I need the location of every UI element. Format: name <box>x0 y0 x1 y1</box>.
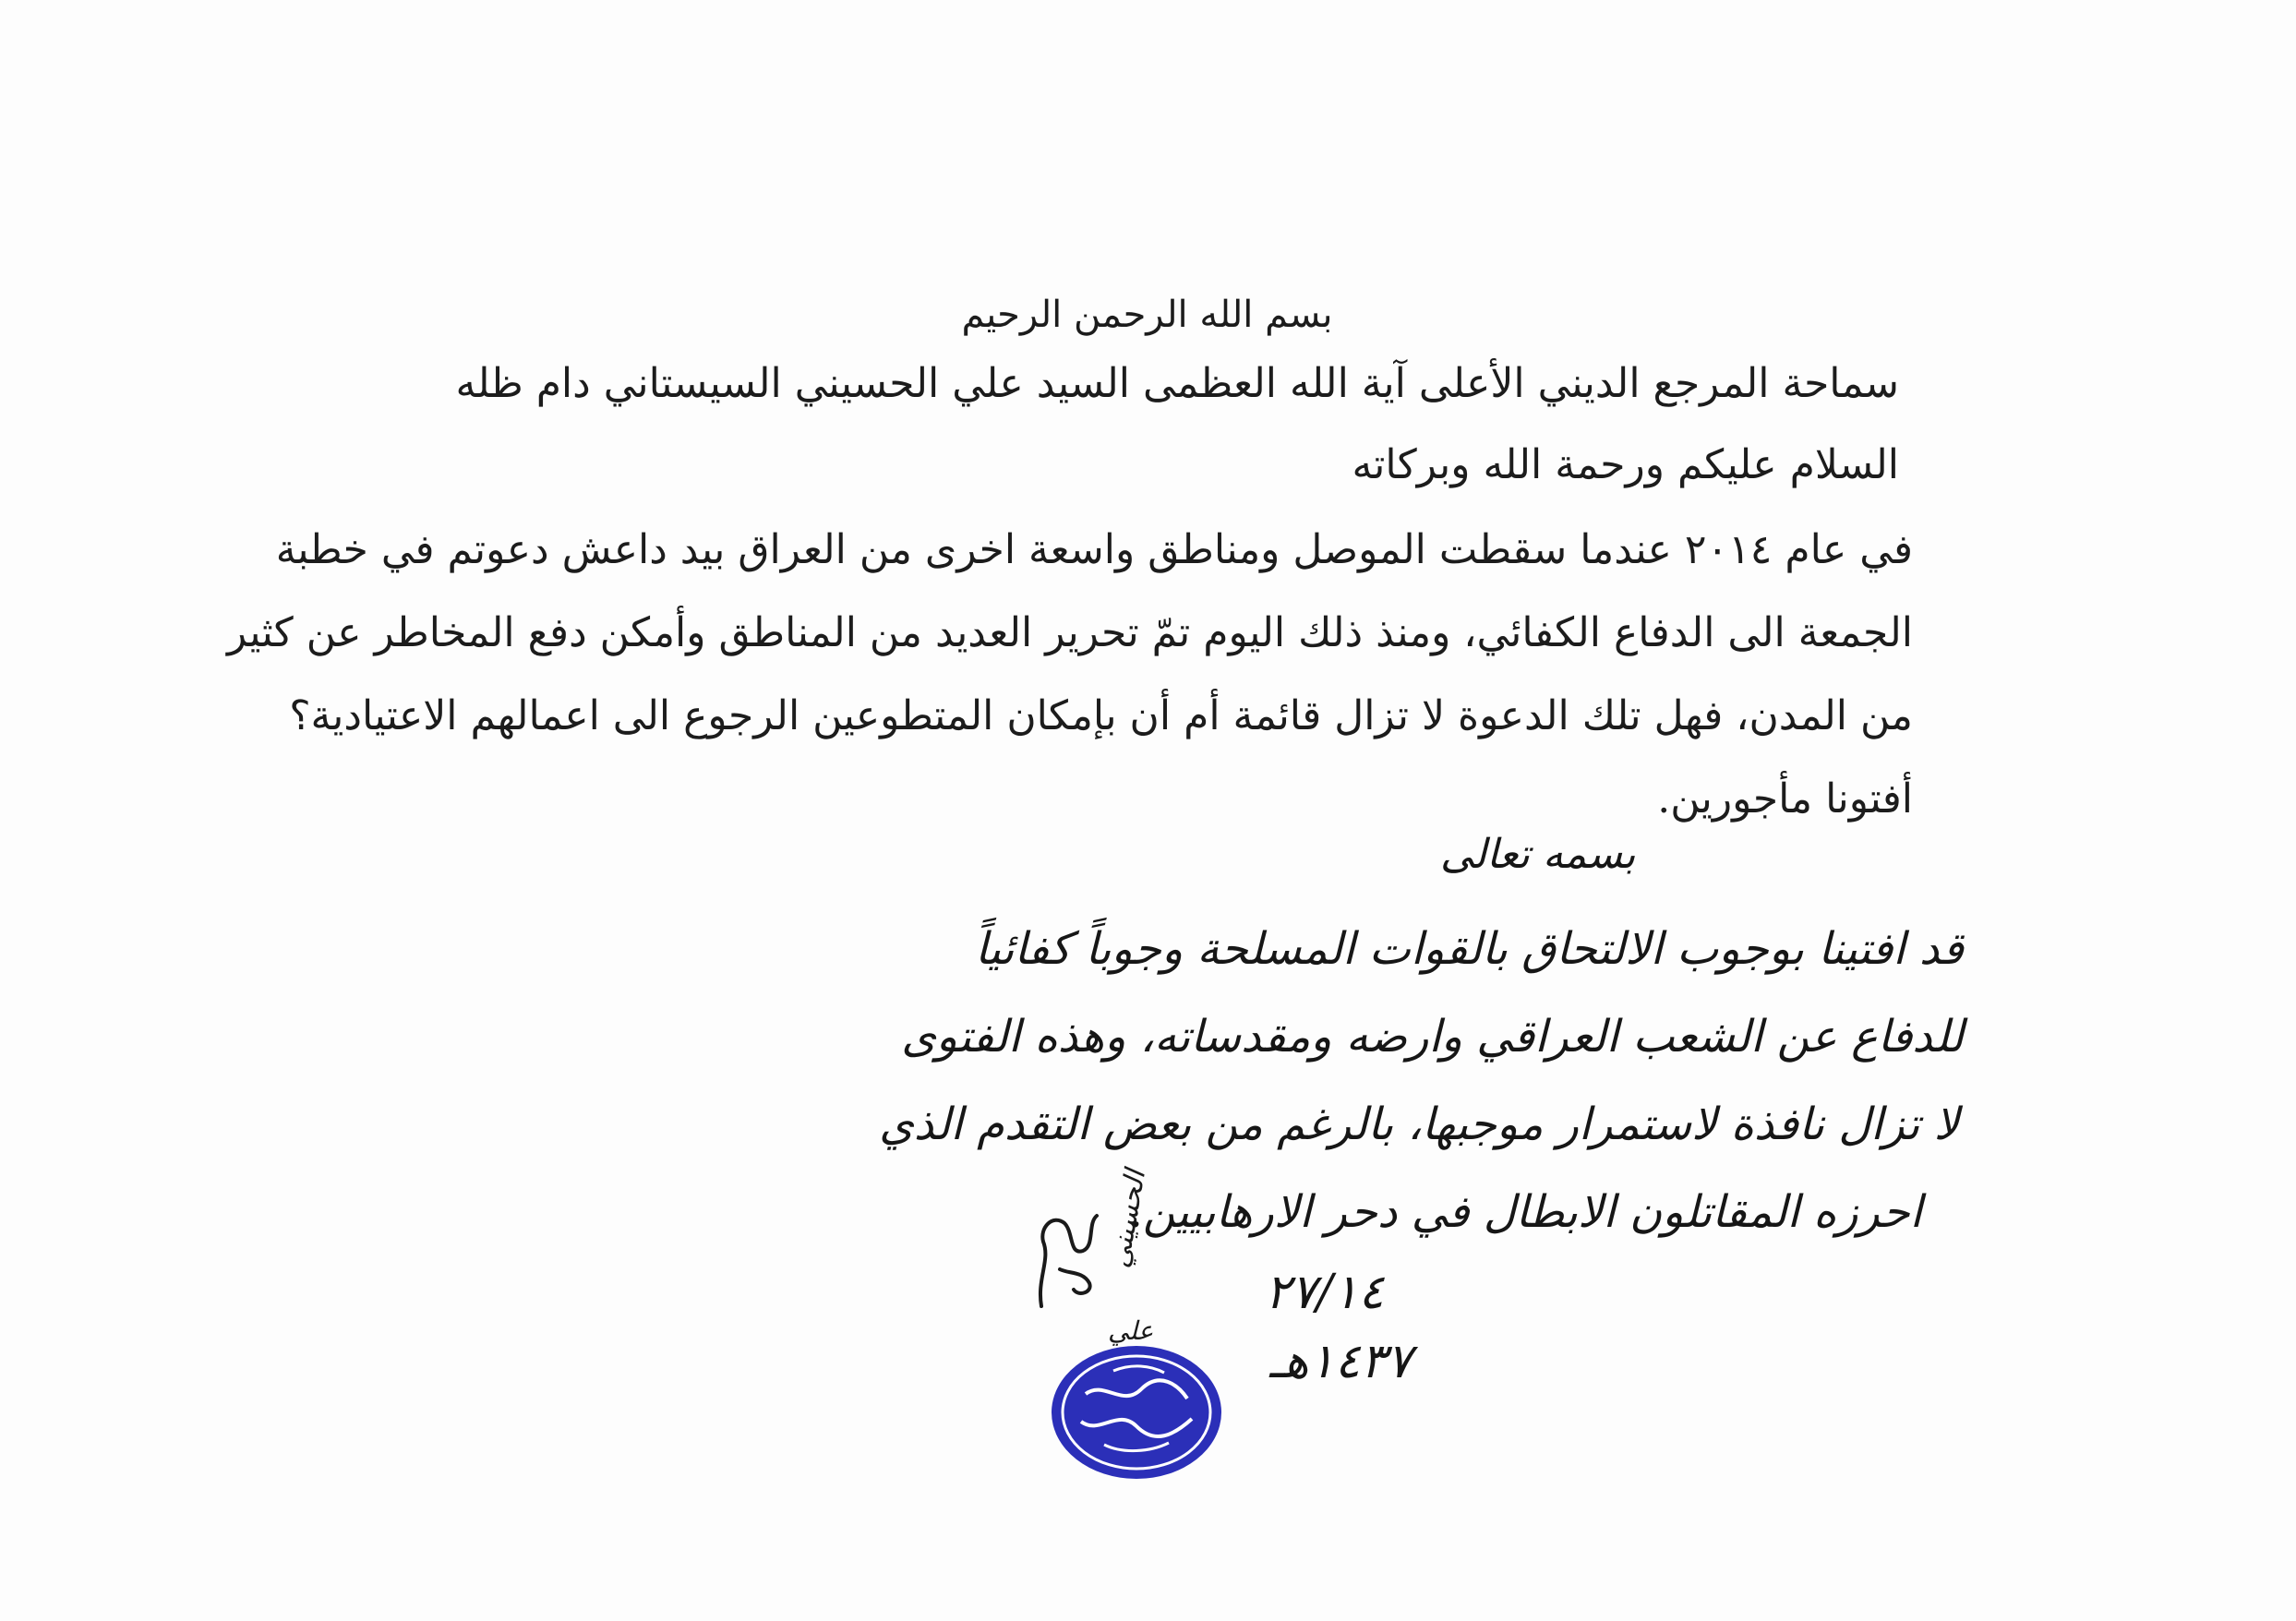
signature-scribble-icon <box>1032 1205 1106 1315</box>
reply-line: لا تزال نافذة لاستمرار موجبها، بالرغم من بعض التقدم الذي <box>879 1099 1959 1150</box>
basmala: بسم الله الرحمن الرحيم <box>961 294 1333 336</box>
question-line: في عام ٢٠١٤ عندما سقطت الموصل ومناطق واسعة اخرى من العراق بيد داعش دعوتم في خطبة <box>275 526 1913 573</box>
reply-year: ١٤٣٧هـ <box>1269 1334 1412 1389</box>
greeting-line: السلام عليكم ورحمة الله وبركاته <box>1352 441 1899 488</box>
blue-seal-stamp <box>1049 1343 1224 1482</box>
reply-line: للدفاع عن الشعب العراقي وارضه ومقدساته، وهذه الفتوى <box>901 1011 1964 1063</box>
reply-heading: بسمه تعالى <box>1440 831 1636 878</box>
signature-mark <box>1032 1205 1106 1315</box>
addressee-line: سماحة المرجع الديني الأعلى آية الله العظمى السيد علي الحسيني السيستاني دام ظله <box>455 360 1899 407</box>
reply-line: قد افتينا بوجوب الالتحاق بالقوات المسلحة وجوباً كفائياً <box>975 923 1964 975</box>
reply-date: ٢٧/١٤ <box>1265 1265 1385 1320</box>
signature-first-name: علي <box>1108 1315 1154 1346</box>
reply-line: احرزه المقاتلون الابطال في دحر الارهابيين. <box>1128 1186 1922 1238</box>
signature-name: الحسيني <box>1103 1167 1152 1271</box>
question-line: من المدن، فهل تلك الدعوة لا تزال قائمة أم أن بإمكان المتطوعين الرجوع الى اعمالهم الاعتيادية؟ <box>289 692 1913 739</box>
question-line: الجمعة الى الدفاع الكفائي، ومنذ ذلك اليوم تمّ تحرير العديد من المناطق وأمكن دفع المخاطر عن كثير <box>226 609 1913 656</box>
question-line: أفتونا مأجورين. <box>1657 775 1913 823</box>
